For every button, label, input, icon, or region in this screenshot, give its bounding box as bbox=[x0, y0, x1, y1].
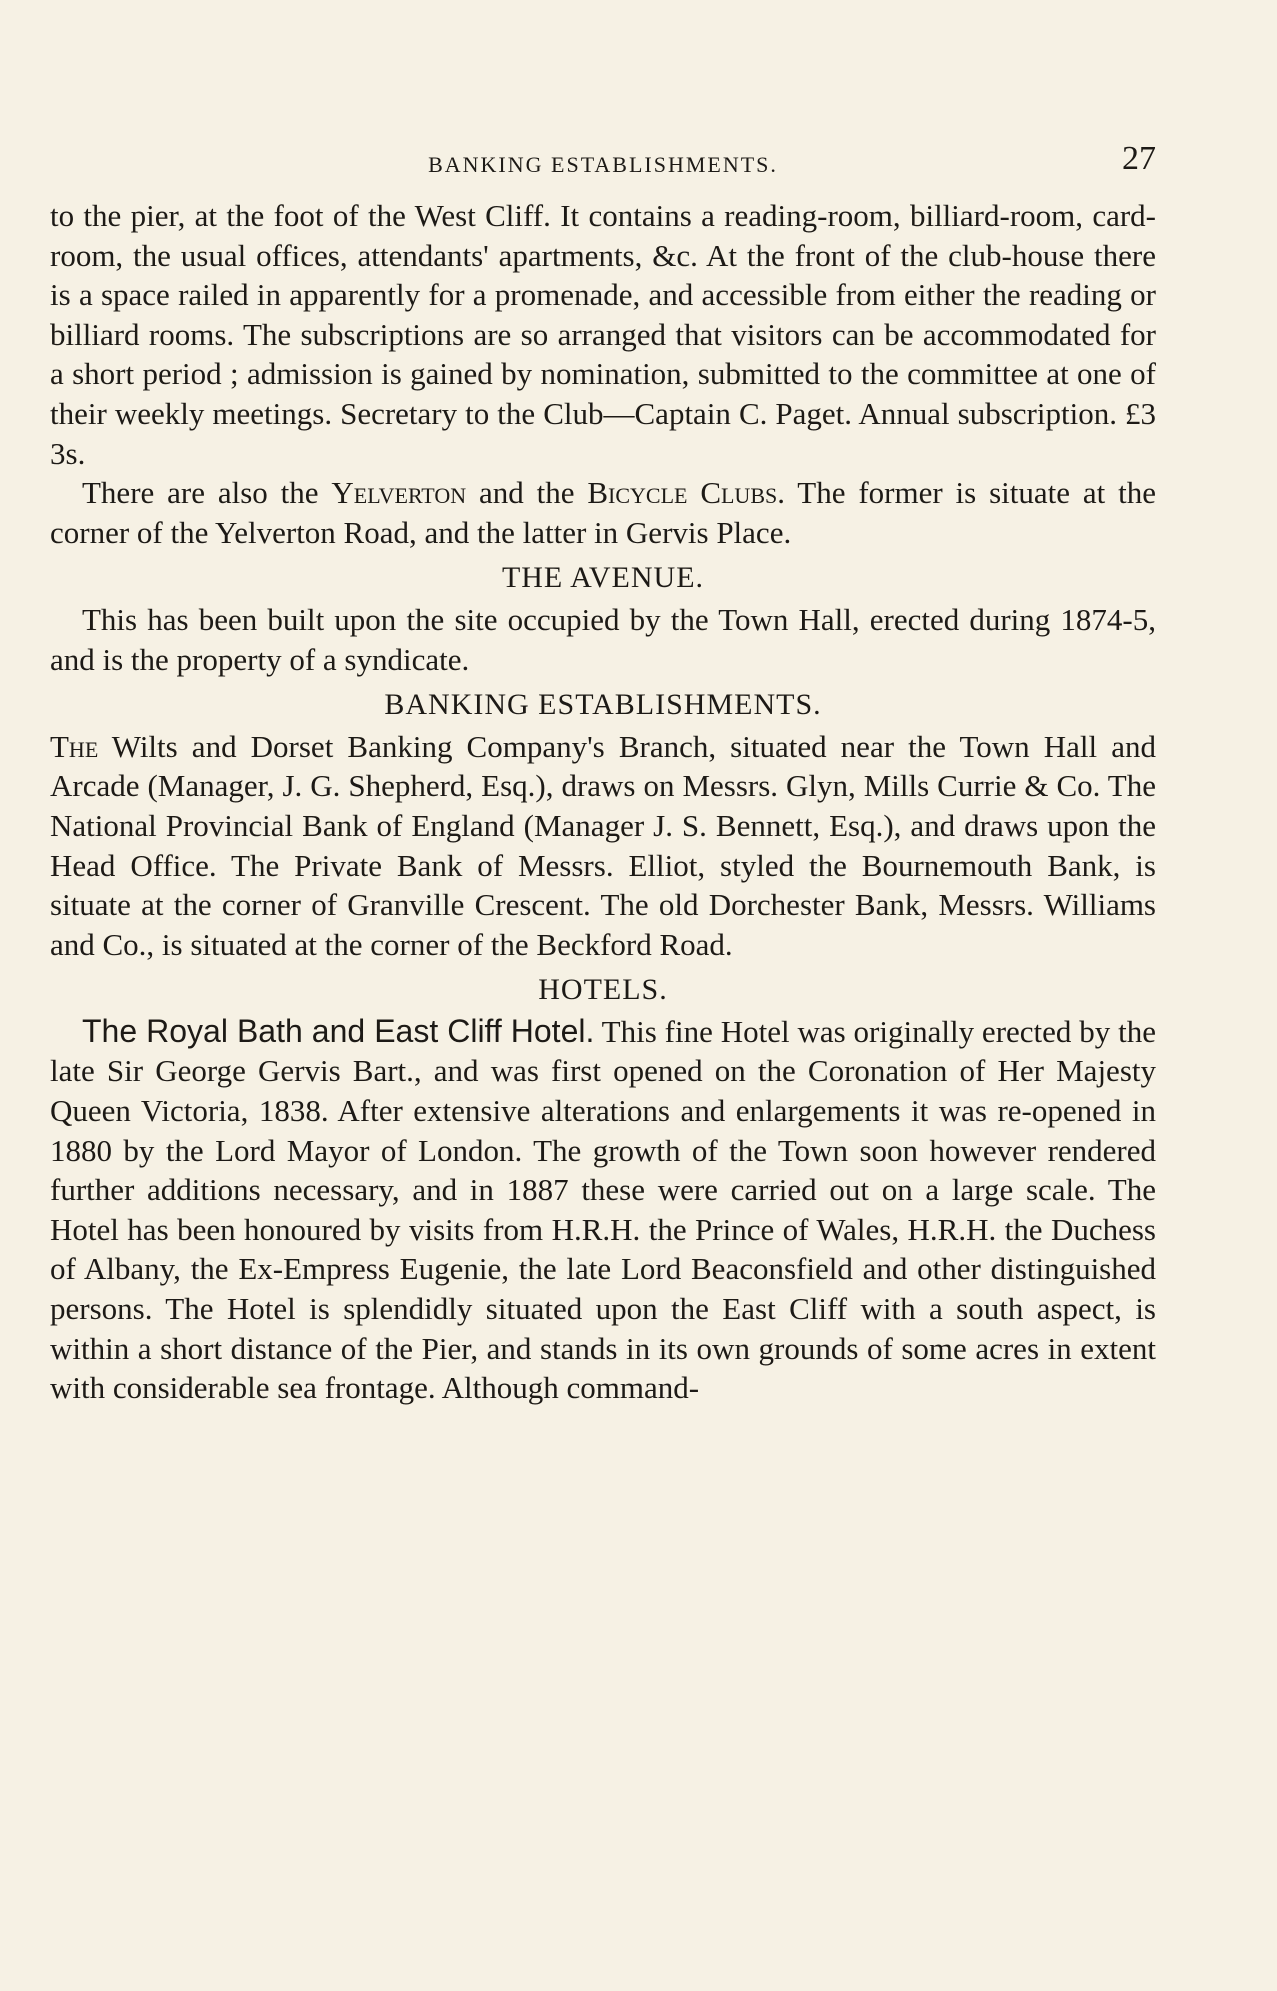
paragraph-avenue: This has been built upon the site occupied by the Town Hall, erected during 1874-5, and is the property of a syndicate. bbox=[50, 601, 1156, 677]
paragraph-club-continued: to the pier, at the foot of the West Cliff. It contains a reading-room, billiard-room, card-room, the usual offices, attendants' apartments, &c. At the front of the club-house there is a space railed in apparently for a promenade, and accessible from either the reading or billiard rooms. The subscriptions are so arranged that visitors can be accommodated for a short period ; admission is gained by nomination, submitted to the committee at one of their weekly meetings. Secretary to the Club—Captain C. Paget. Annual subscription. £3 3s. bbox=[50, 198, 1156, 471]
body-text bbox=[50, 196, 1156, 1408]
bicycle-club-name: Bicycle Clubs. bbox=[587, 475, 785, 511]
paragraph-banking bbox=[50, 727, 1156, 965]
yelverton-club-name: Yelverton bbox=[331, 475, 467, 511]
running-head bbox=[50, 140, 1156, 180]
banking-lead-word: The bbox=[50, 728, 99, 764]
paragraph-hotels bbox=[50, 1012, 1156, 1408]
hotels-text: This fine Hotel was originally erected by the late Sir George Gervis Bart., and was first opened on the Coronation of Her Majesty Queen Victoria, 1838. After extensive alterations and enlargements it was re-opened in 1880 by the Lord Mayor of London. The growth of the Town soon however rendered further additions necessary, and in 1887 these were carried out on a large scale. The Hotel has been honoured by visits from H.R.H. the Prince of Wales, H.R.H. the Duchess of Albany, the Ex-Empress Eugenie, the late Lord Beaconsfield and other distinguished persons. The Hotel is splendidly situated upon the East Cliff with a south aspect, is within a short distance of the Pier, and stands in its own grounds of some acres in extent with considerable sea frontage. Although command- bbox=[50, 1013, 1157, 1406]
paragraph-other-clubs bbox=[50, 473, 1156, 552]
banking-text: Wilts and Dorset Banking Company's Branch, situated near the Town Hall and Arcade (Manager, J. G. Shepherd, Esq.), draws on Messrs. Glyn, Mills Currie & Co. The National Provincial Bank of England (Manager J. S. Bennett, Esq.), and draws upon the Head Office. The Private Bank of Messrs. Elliot, styled the Bournemouth Bank, is situate at the corner of Granville Crescent. The old Dorchester Bank, Messrs. Williams and Co., is situated at the corner of the Beckford Road. bbox=[50, 728, 1156, 962]
hotel-name-lead: The Royal Bath and East Cliff Hotel. bbox=[82, 1012, 595, 1049]
section-heading-banking: BANKING ESTABLISHMENTS. bbox=[384, 688, 822, 722]
other-clubs-text-1: There are also the bbox=[82, 475, 332, 511]
section-heading-avenue: THE AVENUE. bbox=[501, 561, 705, 595]
running-title: BANKING ESTABLISHMENTS. bbox=[428, 152, 778, 177]
page-number: 27 bbox=[1122, 140, 1156, 177]
other-clubs-text-3: The former is situate at the corner of the Yelverton Road, and the latter in Gervis Place. bbox=[50, 475, 1156, 550]
book-page bbox=[50, 140, 1156, 1408]
other-clubs-text-2: and the bbox=[466, 475, 588, 511]
section-heading-hotels: HOTELS. bbox=[538, 973, 668, 1007]
